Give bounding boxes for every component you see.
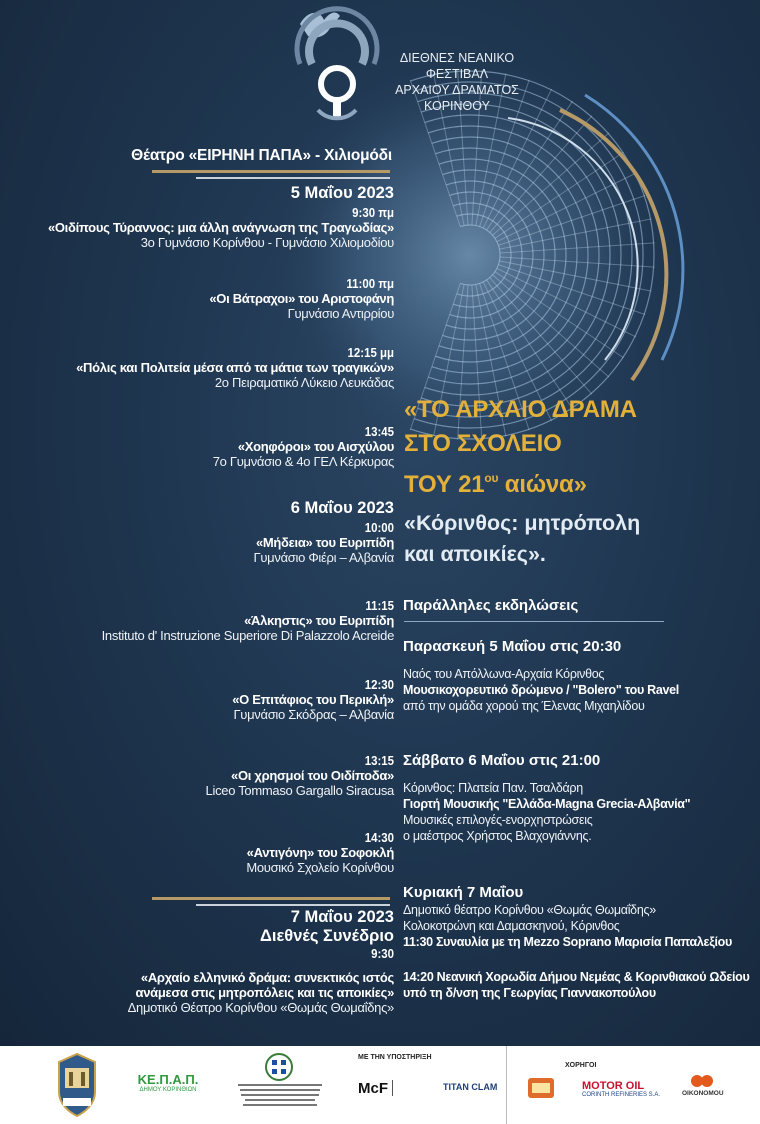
day1-event-4 <box>4 424 394 469</box>
sponsor-divider <box>506 1046 507 1124</box>
event-time: 12:15 μμ <box>347 345 394 360</box>
main-title-line-3b: αιώνα» <box>498 471 587 498</box>
event-performer: Γυμνάσιο Σκόδρας – Αλβανία <box>233 707 394 722</box>
day2-date-block <box>4 499 394 518</box>
event-performer: Instituto d' Instruzione Superiore Di Palazzolo Acreide <box>101 628 394 643</box>
parallel-event-2-place: Κόρινθος: Πλατεία Παν. Τσαλδάρη <box>403 781 583 795</box>
ministry-text-line <box>245 1099 315 1101</box>
day2-event-2 <box>4 598 394 643</box>
mcf-logo: McF <box>358 1080 388 1097</box>
niko-sponsor-icon <box>526 1074 556 1102</box>
sponsors-label: ΧΟΡΗΓΟΙ <box>565 1062 597 1069</box>
event-time: 9:30 <box>371 946 394 961</box>
kepap-subtitle: ΔΗΜΟΥ ΚΟΡΙΝΘΙΩΝ <box>139 1087 197 1093</box>
oikonomou-logo: OIKONOMOU <box>682 1090 724 1097</box>
event-performer: Μουσικό Σχολείο Κορίνθου <box>246 860 394 875</box>
conference-title-line-2: ανάμεσα στις μητροπόλεις και τις αποικίες» <box>135 985 394 1000</box>
parallel-event-2-title: Γιορτή Μουσικής "Ελλάδα-Magna Grecia-Αλβανία" <box>403 797 691 811</box>
event-time: 13:45 <box>364 424 394 439</box>
parallel-event-2-detail-1: Μουσικές επιλογές-ενορχηστρώσεις <box>403 813 593 827</box>
event-title: «Χοηφόροι» του Αισχύλου <box>237 439 394 454</box>
venue-underline-light <box>196 177 390 179</box>
parallel-event-1-title: Μουσικοχορευτικό δρώμενο / "Bolero" του Ravel <box>403 683 679 697</box>
subtitle <box>404 508 640 570</box>
parallel-event-2-detail-2: ο μαέστρος Χρήστος Βλαχογιάννης. <box>403 829 592 843</box>
festival-line-2: ΑΡΧΑΙΟΥ ΔΡΑΜΑΤΟΣ <box>395 83 519 97</box>
parallel-event-3-concert: 11:30 Συναυλία με τη Mezzo Soprano Μαρισία Παπαλεξίου <box>403 935 732 949</box>
event-time: 9:30 πμ <box>352 205 394 220</box>
venue-title: Θέατρο «ΕΙΡΗΝΗ ΠΑΠΑ» - Χιλιομόδι <box>131 147 392 164</box>
subtitle-line-2: και αποικίες». <box>404 542 546 566</box>
event-title: «Αντιγόνη» του Σοφοκλή <box>246 845 394 860</box>
event-time: 10:00 <box>364 520 394 535</box>
day2-event-4 <box>4 753 394 798</box>
parallel-heading: Παράλληλες εκδηλώσεις <box>403 597 579 614</box>
day1-event-3 <box>4 345 394 390</box>
day1-date: 5 Μαΐου 2023 <box>290 184 394 202</box>
event-performer: 3ο Γυμνάσιο Κορίνθου - Γυμνάσιο Χιλιομοδίου <box>140 235 394 250</box>
parallel-event-3-place: Δημοτικό θέατρο Κορίνθου «Θωμάς Θωμαΐδης» <box>403 903 656 917</box>
sponsors-footer <box>0 1046 760 1124</box>
festival-line-1: ΔΙΕΘΝΕΣ ΝΕΑΝΙΚΟ ΦΕΣΤΙΒΑΛ <box>399 51 515 81</box>
day2-event-3 <box>4 677 394 722</box>
titan-logo: TITAN CLAM <box>443 1082 498 1092</box>
event-performer: 2ο Πειραματικό Λύκειο Λευκάδας <box>214 375 394 390</box>
festival-logo-icon <box>290 6 390 136</box>
event-title: «Πόλις και Πολιτεία μέσα από τα μάτια των τραγικών» <box>76 360 394 375</box>
main-title-line-3a: ΤΟΥ 21 <box>404 471 485 498</box>
day2-event-5 <box>4 830 394 875</box>
venue-underline-gold <box>152 170 390 173</box>
event-title: «Οι Βάτραχοι» του Αριστοφάνη <box>209 291 394 306</box>
motoroil-logo <box>582 1080 660 1098</box>
parallel-event-3-heading: Κυριακή 7 Μαΐου <box>403 884 524 901</box>
festival-name <box>382 50 532 114</box>
event-performer: Γυμνάσιο Φιέρι – Αλβανία <box>253 550 394 565</box>
ministry-text-line <box>241 1094 319 1096</box>
conference-venue: Δημοτικό Θέατρο Κορίνθου «Θωμάς Θωμαΐδης» <box>127 1000 394 1015</box>
event-time: 11:15 <box>365 598 394 613</box>
kepap-logo <box>128 1072 208 1093</box>
day3-date: 7 Μαΐου 2023 <box>290 908 394 926</box>
day1-event-2 <box>4 276 394 321</box>
support-label: ΜΕ ΤΗΝ ΥΠΟΣΤΗΡΙΞΗ <box>358 1054 432 1061</box>
municipality-crest-icon <box>55 1052 99 1118</box>
day1-date-block <box>4 184 394 203</box>
event-title: «Οιδίπους Τύραννος: μια άλλη ανάγνωση της Τραγωδίας» <box>47 220 394 235</box>
parallel-event-2 <box>403 752 690 844</box>
parallel-event-1-place: Ναός του Απόλλωνα-Αρχαία Κόρινθος <box>403 667 605 681</box>
event-time: 12:30 <box>364 677 394 692</box>
day3-divider-light <box>196 904 390 906</box>
mcf-divider <box>392 1080 415 1096</box>
day3-divider-gold <box>152 897 390 900</box>
main-title-line-1: «ΤΟ ΑΡΧΑΙΟ ΔΡΑΜΑ <box>404 396 637 423</box>
main-title-sup: ου <box>484 471 499 485</box>
oikonomou-icon <box>690 1074 714 1088</box>
event-title: «Ο Επιτάφιος του Περικλή» <box>232 692 394 707</box>
parallel-divider <box>404 621 664 622</box>
event-time: 11:00 πμ <box>346 276 394 291</box>
parallel-event-3-conductor: υπό τη δ/νση της Γεωργίας Γιαννακοπούλου <box>403 986 656 1000</box>
parallel-event-3-choir: 14:20 Νεανική Χορωδία Δήμου Νεμέας & Κορινθιακού Ωδείου <box>403 970 750 984</box>
parallel-event-3-address: Κολοκοτρώνη και Δαμασκηνού, Κόρινθος <box>403 919 620 933</box>
event-performer: Γυμνάσιο Αντιρρίου <box>287 306 394 321</box>
main-title <box>404 393 637 502</box>
parallel-event-1-heading: Παρασκευή 5 Μαΐου στις 20:30 <box>403 638 622 655</box>
conference-title-line-1: «Αρχαίο ελληνικό δράμα: συνεκτικός ιστός <box>140 970 394 985</box>
event-title: «Άλκηστις» του Ευριπίδη <box>244 613 394 628</box>
ministry-text-line <box>243 1104 317 1106</box>
event-time: 14:30 <box>364 830 394 845</box>
event-title: «Μήδεια» του Ευριπίδη <box>255 535 394 550</box>
event-time: 13:15 <box>364 753 394 768</box>
greek-emblem-icon <box>262 1052 296 1082</box>
ministry-text-block <box>235 1084 325 1120</box>
day1-event-1 <box>4 205 394 250</box>
main-title-line-2: ΣΤΟ ΣΧΟΛΕΙΟ <box>404 430 562 457</box>
parallel-event-1 <box>403 638 679 714</box>
main-title-line-3 <box>404 461 637 502</box>
day3-label: Διεθνές Συνέδριο <box>260 927 394 945</box>
event-performer: 7ο Γυμνάσιο & 4ο ΓΕΛ Κέρκυρας <box>212 454 394 469</box>
subtitle-line-1: «Κόρινθος: μητρόπολη <box>404 511 641 535</box>
day2-date: 6 Μαΐου 2023 <box>290 499 394 517</box>
ministry-text-line <box>240 1089 320 1091</box>
motoroil-subtitle: CORINTH REFINERIES S.A. <box>582 1092 661 1098</box>
kepap-name: ΚΕ.Π.Α.Π. <box>137 1072 199 1087</box>
day2-event-1 <box>4 520 394 565</box>
parallel-event-1-detail: από την ομάδα χορού της Έλενας Μιχαηλίδου <box>403 699 645 713</box>
parallel-event-2-heading: Σάββατο 6 Μαΐου στις 21:00 <box>403 752 601 769</box>
festival-line-3: ΚΟΡΙΝΘΟΥ <box>424 99 490 113</box>
motoroil-name: MOTOR OIL <box>582 1080 645 1092</box>
event-title: «Οι χρησμοί του Οιδίποδα» <box>231 768 394 783</box>
parallel-heading-block <box>403 597 578 615</box>
parallel-event-3 <box>403 884 749 1001</box>
day3-event <box>4 970 394 1015</box>
day3-block <box>4 908 394 961</box>
event-performer: Liceo Tommaso Gargallo Siracusa <box>205 783 394 798</box>
ministry-text-line <box>238 1084 322 1086</box>
